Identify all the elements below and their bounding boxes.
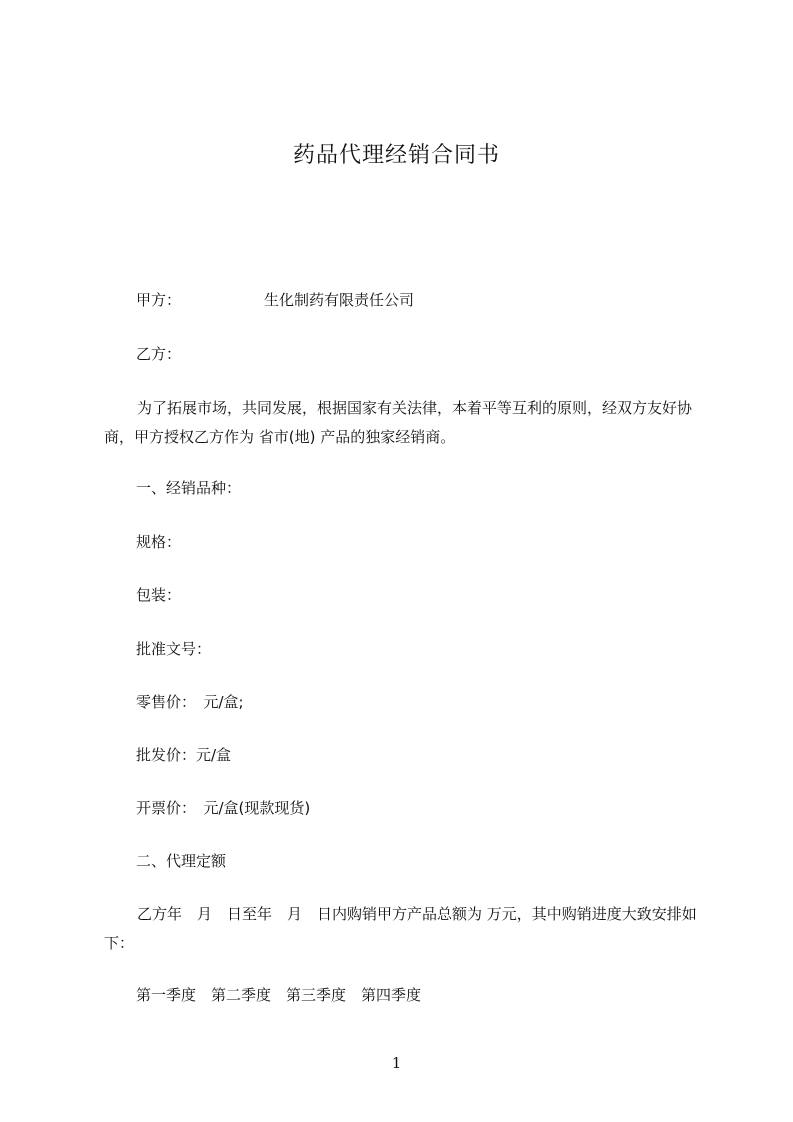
packaging-field: 包装： [136, 586, 182, 604]
party-a-line [136, 290, 414, 310]
party-a-label: 甲方： [136, 291, 182, 309]
section-1-heading: 一、经销品种： [136, 479, 242, 497]
quota-paragraph: 乙方年 月 日至年 月 日内购销甲方产品总额为 万元，其中购销进度大致安排如下： [104, 905, 697, 952]
spec-field: 规格： [136, 533, 182, 551]
section-2-heading: 二、代理定额 [136, 852, 227, 870]
quarters-line: 第一季度 第二季度 第三季度 第四季度 [136, 986, 422, 1004]
retail-price-field: 零售价： 元/盒; [136, 693, 244, 711]
page-number: 1 [391, 1054, 402, 1072]
invoice-price-field: 开票价： 元/盒(现款现货) [136, 799, 311, 817]
approval-number-field: 批准文号： [136, 640, 212, 658]
party-a-name: 生化制药有限责任公司 [264, 291, 415, 309]
party-b-label: 乙方： [136, 345, 182, 363]
wholesale-price-field: 批发价：元/盒 [136, 746, 232, 764]
document-title: 药品代理经销合同书 [292, 143, 500, 168]
intro-paragraph: 为了拓展市场，共同发展，根据国家有关法律，本着平等互利的原则，经双方友好协商，甲方授权乙方作为 省市(地) 产品的独家经销商。 [104, 399, 693, 446]
